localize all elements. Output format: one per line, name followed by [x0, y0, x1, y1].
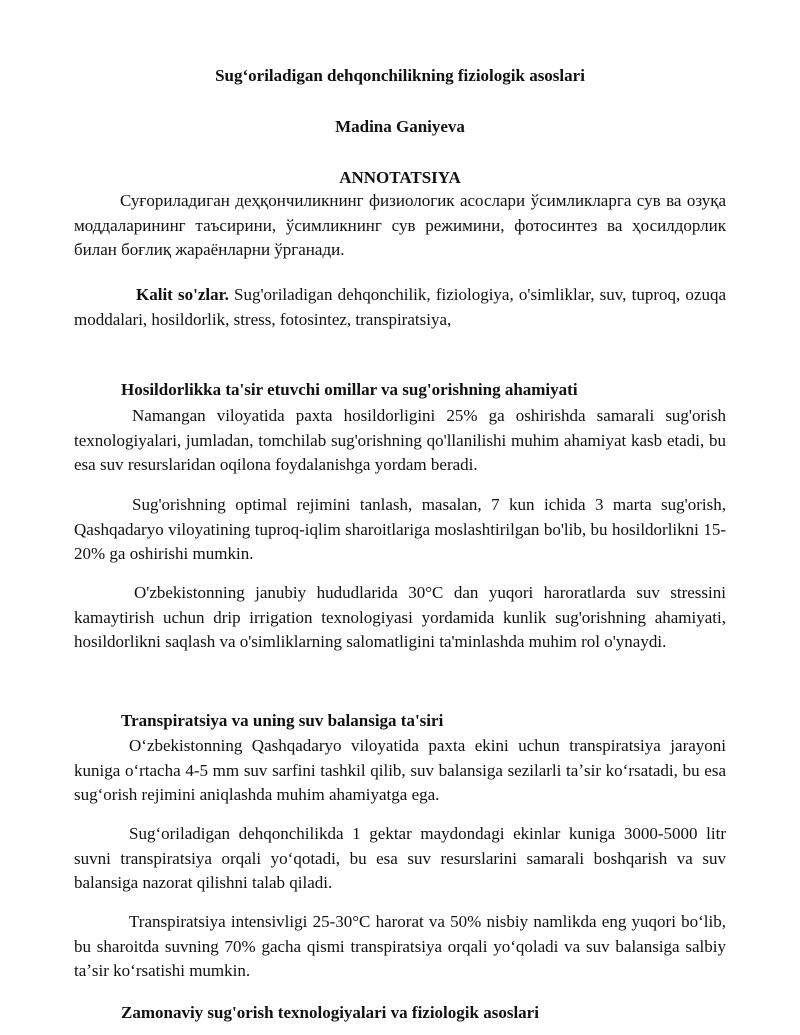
body-paragraph [74, 734, 726, 808]
author-name: Madina Ganiyeva [335, 117, 465, 136]
keywords-paragraph [74, 283, 726, 332]
paragraph-text: Oʻzbekistonning Qashqadaryo viloyatida paxta ekini uchun transpiratsiya jarayoni kuniga oʻrtacha 4-5 mm suv sarfini tashkil qilib, suv balansiga sezilarli taʼsir koʻrsatadi, bu esa sugʻorish rejimini aniqlashda muhim ahamiyatga ega. [74, 736, 726, 804]
keywords-text: Sug'oriladigan dehqonchilik, fiziologiya, o'simliklar, suv, tuproq, ozuqa moddalari, hosildorlik, stress, fotosintez, transpiratsiya, [74, 285, 726, 329]
section-heading: Transpiratsiya va uning suv balansiga ta'siri [121, 711, 444, 730]
paragraph-text: Transpiratsiya intensivligi 25-30°C harorat va 50% nisbiy namlikda eng yuqori boʻlib, bu sharoitda suvning 70% gacha qismi transpiratsiya orqali yoʻqoladi va suv balansiga salbiy taʼsir koʻrsatishi mumkin. [74, 912, 726, 980]
body-paragraph [74, 404, 726, 478]
body-paragraph [74, 822, 726, 896]
section-heading: Zamonaviy sug'orish texnologiyalari va fiziologik asoslari [121, 1003, 539, 1022]
keywords-label: Kalit so'zlar. [136, 285, 229, 304]
annotation-text: Суғориладиган деҳқончиликнинг физиологик асослари ўсимликларга сув ва озуқа моддаларининг таъсирини, ўсимликнинг сув режимини, фотосинтез ва ҳосилдорлик билан боғлиқ жараёнларни ўрганади. [74, 191, 726, 259]
body-paragraph [74, 581, 726, 655]
paragraph-text: O'zbekistonning janubiy hududlarida 30°C dan yuqori haroratlarda suv stressini kamaytirish uchun drip irrigation texnologiyasi yordamida kunlik sug'orishning ahamiyati, hosildorlikni saqlash va o'simliklarning salomatligini ta'minlashda muhim rol o'ynaydi. [74, 583, 726, 651]
annotation-heading: ANNOTATSIYA [339, 168, 461, 187]
paragraph-text: Sugʻoriladigan dehqonchilikda 1 gektar maydondagi ekinlar kuniga 3000-5000 litr suvni transpiratsiya orqali yoʻqotadi, bu esa suv resurslarini samarali boshqarish va suv balansiga nazorat qilishni talab qiladi. [74, 824, 726, 892]
document-title: Sugʻoriladigan dehqonchilikning fiziologik asoslari [215, 66, 585, 85]
paragraph-text: Namangan viloyatida paxta hosildorligini 25% ga oshirishda samarali sug'orish texnologiyalari, jumladan, tomchilab sug'orishning qo'llanilishi muhim ahamiyat kasb etadi, bu esa suv resurslaridan oqilona foydalanishga yordam beradi. [74, 406, 726, 474]
annotation-paragraph [74, 189, 726, 263]
body-paragraph [74, 910, 726, 984]
section-heading: Hosildorlikka ta'sir etuvchi omillar va sug'orishning ahamiyati [121, 380, 578, 399]
paragraph-text: Sug'orishning optimal rejimini tanlash, masalan, 7 kun ichida 3 marta sug'orish, Qashqadaryo viloyatining tuproq-iqlim sharoitlariga moslashtirilgan bo'lib, bu hosildorlikni 15-20% ga oshirishi mumkin. [74, 495, 726, 563]
body-paragraph [74, 493, 726, 567]
